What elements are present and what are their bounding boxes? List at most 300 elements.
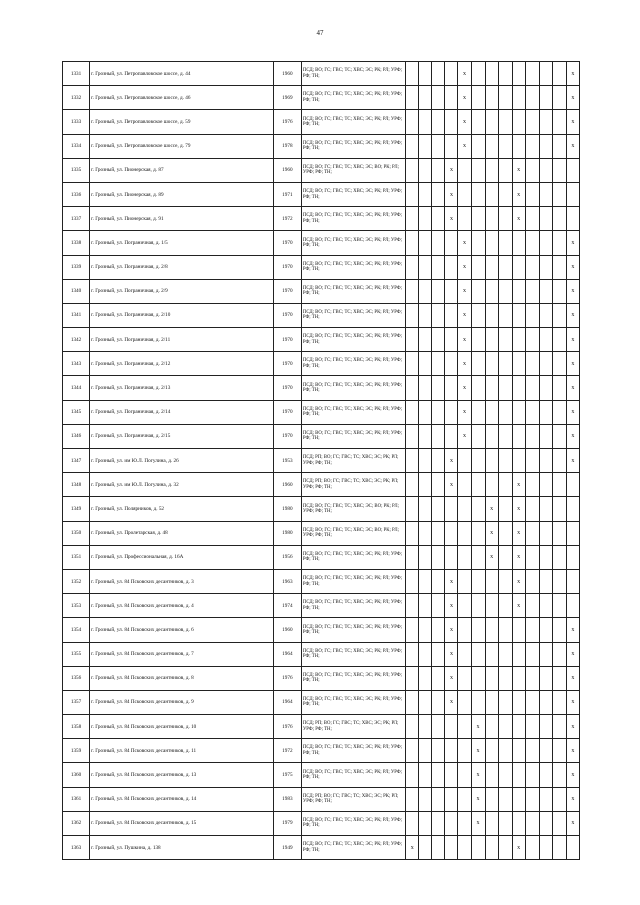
mark-cell-checked: x	[445, 594, 458, 618]
mark-cell	[406, 376, 419, 400]
mark-cell-checked: x	[566, 715, 579, 739]
mark-cell	[512, 449, 525, 473]
mark-cell	[445, 836, 458, 860]
mark-cell	[498, 666, 512, 690]
mark-cell	[445, 352, 458, 376]
mark-cell-checked: x	[512, 207, 525, 231]
row-number-cell: 1343	[63, 352, 90, 376]
mark-cell	[525, 739, 539, 763]
mark-cell	[406, 424, 419, 448]
mark-cell-checked: x	[471, 739, 485, 763]
mark-cell	[512, 303, 525, 327]
row-number-cell: 1354	[63, 618, 90, 642]
table-row	[63, 328, 580, 352]
table-row	[63, 690, 580, 714]
mark-cell	[525, 594, 539, 618]
mark-cell-checked: x	[566, 231, 579, 255]
mark-cell	[498, 715, 512, 739]
mark-cell	[406, 497, 419, 521]
mark-cell	[539, 763, 552, 787]
mark-cell	[406, 110, 419, 134]
mark-cell-checked: x	[566, 642, 579, 666]
mark-cell	[458, 763, 471, 787]
table-row	[63, 134, 580, 158]
mark-cell	[432, 328, 445, 352]
address-cell: г. Грозный, ул. Полярников, д. 52	[90, 497, 274, 521]
year-built-cell: 1976	[273, 110, 301, 134]
mark-cell	[406, 158, 419, 182]
mark-cell	[552, 352, 566, 376]
row-number-cell: 1348	[63, 473, 90, 497]
mark-cell	[498, 594, 512, 618]
address-cell: г. Грозный, ул. 84 Псковских десантников, д. 9	[90, 690, 274, 714]
mark-cell	[525, 182, 539, 206]
address-cell: г. Грозный, ул. Пограничная, д. 2/12	[90, 352, 274, 376]
mark-cell	[419, 787, 432, 811]
mark-cell	[539, 400, 552, 424]
mark-cell	[525, 690, 539, 714]
table-row	[63, 811, 580, 835]
address-cell: г. Грозный, ул. 84 Псковских десантников, д. 6	[90, 618, 274, 642]
row-number-cell: 1356	[63, 666, 90, 690]
mark-cell	[539, 618, 552, 642]
year-built-cell: 1972	[273, 739, 301, 763]
mark-cell	[445, 279, 458, 303]
year-built-cell: 1975	[273, 763, 301, 787]
mark-cell-checked: x	[566, 811, 579, 835]
mark-cell	[432, 666, 445, 690]
mark-cell	[419, 545, 432, 569]
systems-list-cell: ПСД; ВО; ГС; ГВС; ТС; ХВС; ЭС; РК; РЛ; УРФ; РФ; ТН;	[301, 836, 405, 860]
mark-cell	[539, 449, 552, 473]
mark-cell	[485, 352, 498, 376]
mark-cell	[498, 279, 512, 303]
mark-cell	[552, 86, 566, 110]
mark-cell	[566, 594, 579, 618]
systems-list-cell: ПСД; РП; ВО; ГС; ГВС; ТС; ХВС; ЭС; РК; РЛ; УРФ; РФ; ТН;	[301, 449, 405, 473]
systems-list-cell: ПСД; ВО; ГС; ГВС; ТС; ХВС; ЭС; РК; РЛ; УРФ; РФ; ТН;	[301, 811, 405, 835]
mark-cell	[539, 279, 552, 303]
table-row	[63, 231, 580, 255]
mark-cell	[485, 690, 498, 714]
mark-cell	[445, 376, 458, 400]
mark-cell	[525, 473, 539, 497]
mark-cell	[539, 666, 552, 690]
mark-cell	[539, 497, 552, 521]
table-row	[63, 303, 580, 327]
mark-cell	[471, 255, 485, 279]
row-number-cell: 1338	[63, 231, 90, 255]
mark-cell	[406, 279, 419, 303]
mark-cell	[552, 666, 566, 690]
mark-cell-checked: x	[566, 303, 579, 327]
mark-cell	[566, 569, 579, 593]
mark-cell	[539, 158, 552, 182]
mark-cell	[552, 182, 566, 206]
mark-cell	[552, 715, 566, 739]
mark-cell-checked: x	[485, 521, 498, 545]
mark-cell	[566, 497, 579, 521]
mark-cell	[552, 449, 566, 473]
mark-cell-checked: x	[445, 642, 458, 666]
address-cell: г. Грозный, ул. Петропавловское шоссе, д. 79	[90, 134, 274, 158]
mark-cell	[485, 569, 498, 593]
table-row	[63, 279, 580, 303]
mark-cell-checked: x	[458, 110, 471, 134]
mark-cell-checked: x	[566, 376, 579, 400]
mark-cell	[419, 594, 432, 618]
mark-cell	[552, 400, 566, 424]
mark-cell	[498, 376, 512, 400]
table-row	[63, 207, 580, 231]
mark-cell	[485, 811, 498, 835]
mark-cell	[485, 715, 498, 739]
mark-cell	[419, 182, 432, 206]
mark-cell	[406, 569, 419, 593]
mark-cell	[471, 836, 485, 860]
mark-cell	[406, 134, 419, 158]
mark-cell	[406, 642, 419, 666]
mark-cell-checked: x	[445, 449, 458, 473]
table-row	[63, 642, 580, 666]
systems-list-cell: ПСД; ВО; ГС; ГВС; ТС; ХВС; ЭС; РК; РЛ; УРФ; РФ; ТН;	[301, 182, 405, 206]
mark-cell	[432, 545, 445, 569]
year-built-cell: 1970	[273, 424, 301, 448]
mark-cell	[458, 521, 471, 545]
systems-list-cell: ПСД; ВО; ГС; ГВС; ТС; ХВС; ЭС; РК; РЛ; УРФ; РФ; ТН;	[301, 376, 405, 400]
mark-cell-checked: x	[458, 328, 471, 352]
year-built-cell: 1970	[273, 400, 301, 424]
mark-cell	[539, 134, 552, 158]
mark-cell	[539, 690, 552, 714]
mark-cell	[485, 328, 498, 352]
mark-cell	[498, 521, 512, 545]
row-number-cell: 1351	[63, 545, 90, 569]
mark-cell	[525, 545, 539, 569]
mark-cell	[566, 473, 579, 497]
systems-list-cell: ПСД; РП; ВО; ГС; ГВС; ТС; ХВС; ЭС; РК; РЛ; УРФ; РФ; ТН;	[301, 715, 405, 739]
mark-cell	[539, 328, 552, 352]
mark-cell	[471, 449, 485, 473]
mark-cell	[406, 207, 419, 231]
mark-cell	[498, 811, 512, 835]
mark-cell	[512, 618, 525, 642]
mark-cell	[525, 352, 539, 376]
mark-cell	[525, 303, 539, 327]
mark-cell-checked: x	[566, 666, 579, 690]
mark-cell-checked: x	[566, 352, 579, 376]
systems-list-cell: ПСД; ВО; ГС; ГВС; ТС; ХВС; ЭС; РК; РЛ; УРФ; РФ; ТН;	[301, 303, 405, 327]
mark-cell-checked: x	[445, 207, 458, 231]
mark-cell	[419, 255, 432, 279]
row-number-cell: 1359	[63, 739, 90, 763]
mark-cell	[539, 182, 552, 206]
mark-cell	[498, 787, 512, 811]
mark-cell-checked: x	[458, 134, 471, 158]
mark-cell-checked: x	[566, 763, 579, 787]
mark-cell-checked: x	[458, 255, 471, 279]
mark-cell	[512, 642, 525, 666]
systems-list-cell: ПСД; ВО; ГС; ГВС; ТС; ХВС; ЭС; РК; РЛ; УРФ; РФ; ТН;	[301, 594, 405, 618]
systems-list-cell: ПСД; ВО; ГС; ГВС; ТС; ХВС; ЭС; РК; РЛ; УРФ; РФ; ТН;	[301, 545, 405, 569]
mark-cell	[525, 763, 539, 787]
mark-cell-checked: x	[512, 182, 525, 206]
mark-cell	[432, 110, 445, 134]
systems-list-cell: ПСД; ВО; ГС; ГВС; ТС; ХВС; ЭС; РК; РЛ; УРФ; РФ; ТН;	[301, 666, 405, 690]
year-built-cell: 1953	[273, 449, 301, 473]
mark-cell-checked: x	[445, 182, 458, 206]
mark-cell	[419, 739, 432, 763]
address-cell: г. Грозный, ул. 84 Псковских десантников, д. 13	[90, 763, 274, 787]
mark-cell	[432, 279, 445, 303]
mark-cell	[471, 110, 485, 134]
mark-cell-checked: x	[566, 424, 579, 448]
mark-cell-checked: x	[445, 158, 458, 182]
address-cell: г. Грозный, ул. Пограничная, д. 2/8	[90, 255, 274, 279]
mark-cell	[406, 787, 419, 811]
systems-list-cell: ПСД; ВО; ГС; ГВС; ТС; ХВС; ЭС; РК; РЛ; УРФ; РФ; ТН;	[301, 207, 405, 231]
year-built-cell: 1971	[273, 182, 301, 206]
year-built-cell: 1969	[273, 86, 301, 110]
mark-cell	[458, 545, 471, 569]
table-row	[63, 569, 580, 593]
mark-cell	[406, 594, 419, 618]
mark-cell	[406, 690, 419, 714]
mark-cell-checked: x	[458, 231, 471, 255]
mark-cell	[512, 328, 525, 352]
systems-list-cell: ПСД; ВО; ГС; ГВС; ТС; ХВС; ЭС; РК; РЛ; УРФ; РФ; ТН;	[301, 352, 405, 376]
year-built-cell: 1970	[273, 328, 301, 352]
mark-cell	[419, 449, 432, 473]
mark-cell	[445, 62, 458, 86]
mark-cell	[432, 811, 445, 835]
table-row	[63, 715, 580, 739]
mark-cell	[445, 424, 458, 448]
mark-cell	[406, 231, 419, 255]
mark-cell	[471, 569, 485, 593]
systems-list-cell: ПСД; ВО; ГС; ГВС; ТС; ХВС; ЭС; РК; РЛ; УРФ; РФ; ТН;	[301, 62, 405, 86]
mark-cell	[512, 666, 525, 690]
mark-cell	[419, 521, 432, 545]
row-number-cell: 1347	[63, 449, 90, 473]
mark-cell	[419, 473, 432, 497]
mark-cell-checked: x	[458, 279, 471, 303]
mark-cell	[525, 521, 539, 545]
mark-cell	[485, 642, 498, 666]
mark-cell	[458, 690, 471, 714]
mark-cell	[419, 352, 432, 376]
mark-cell	[539, 594, 552, 618]
table-row	[63, 182, 580, 206]
mark-cell	[419, 400, 432, 424]
mark-cell	[458, 642, 471, 666]
mark-cell	[525, 449, 539, 473]
mark-cell	[406, 473, 419, 497]
mark-cell-checked: x	[512, 569, 525, 593]
mark-cell	[471, 400, 485, 424]
address-cell: г. Грозный, ул. Профессиональная, д. 16А	[90, 545, 274, 569]
mark-cell	[498, 497, 512, 521]
mark-cell	[432, 376, 445, 400]
mark-cell-checked: x	[485, 545, 498, 569]
mark-cell	[432, 158, 445, 182]
mark-cell	[485, 182, 498, 206]
mark-cell-checked: x	[566, 255, 579, 279]
mark-cell	[471, 376, 485, 400]
mark-cell	[432, 400, 445, 424]
mark-cell	[485, 618, 498, 642]
mark-cell	[471, 618, 485, 642]
mark-cell	[471, 352, 485, 376]
table-row	[63, 787, 580, 811]
year-built-cell: 1974	[273, 594, 301, 618]
mark-cell-checked: x	[458, 400, 471, 424]
year-built-cell: 1983	[273, 787, 301, 811]
year-built-cell: 1970	[273, 279, 301, 303]
systems-list-cell: ПСД; ВО; ГС; ГВС; ТС; ХВС; ЭС; РК; РЛ; УРФ; РФ; ТН;	[301, 690, 405, 714]
mark-cell	[566, 521, 579, 545]
row-number-cell: 1349	[63, 497, 90, 521]
mark-cell-checked: x	[566, 449, 579, 473]
mark-cell	[552, 618, 566, 642]
year-built-cell: 1960	[273, 158, 301, 182]
year-built-cell: 1972	[273, 207, 301, 231]
row-number-cell: 1332	[63, 86, 90, 110]
systems-list-cell: ПСД; ВО; ГС; ГВС; ТС; ХВС; ЭС; РК; РЛ; УРФ; РФ; ТН;	[301, 569, 405, 593]
mark-cell-checked: x	[458, 352, 471, 376]
mark-cell	[485, 400, 498, 424]
mark-cell	[485, 110, 498, 134]
systems-list-cell: ПСД; ВО; ГС; ГВС; ТС; ХВС; ЭС; РК; РЛ; УРФ; РФ; ТН;	[301, 255, 405, 279]
mark-cell	[458, 473, 471, 497]
mark-cell	[471, 158, 485, 182]
mark-cell	[485, 158, 498, 182]
mark-cell-checked: x	[566, 739, 579, 763]
mark-cell	[498, 473, 512, 497]
mark-cell	[525, 207, 539, 231]
mark-cell	[552, 763, 566, 787]
mark-cell	[471, 690, 485, 714]
systems-list-cell: ПСД; ВО; ГС; ГВС; ТС; ХВС; ЭС; РК; РЛ; УРФ; РФ; ТН;	[301, 642, 405, 666]
mark-cell	[406, 328, 419, 352]
mark-cell	[498, 836, 512, 860]
table-row	[63, 594, 580, 618]
address-cell: г. Грозный, ул. 84 Псковских десантников, д. 10	[90, 715, 274, 739]
mark-cell	[512, 424, 525, 448]
address-cell: г. Грозный, ул. Петропавловское шоссе, д. 59	[90, 110, 274, 134]
mark-cell	[406, 545, 419, 569]
mark-cell	[512, 255, 525, 279]
row-number-cell: 1345	[63, 400, 90, 424]
table-row	[63, 110, 580, 134]
mark-cell	[406, 739, 419, 763]
page-number: 47	[316, 29, 324, 37]
mark-cell	[512, 715, 525, 739]
row-number-cell: 1341	[63, 303, 90, 327]
table-row	[63, 86, 580, 110]
mark-cell-checked: x	[512, 521, 525, 545]
mark-cell	[566, 836, 579, 860]
mark-cell	[552, 739, 566, 763]
mark-cell	[419, 328, 432, 352]
table-row	[63, 521, 580, 545]
mark-cell-checked: x	[458, 376, 471, 400]
mark-cell	[525, 787, 539, 811]
year-built-cell: 1980	[273, 497, 301, 521]
row-number-cell: 1331	[63, 62, 90, 86]
mark-cell	[432, 86, 445, 110]
mark-cell	[512, 400, 525, 424]
mark-cell-checked: x	[566, 787, 579, 811]
systems-list-cell: ПСД; ВО; ГС; ГВС; ТС; ХВС; ЭС; ВО; РК; РЛ; УРФ; РФ; ТН;	[301, 497, 405, 521]
mark-cell	[445, 303, 458, 327]
year-built-cell: 1964	[273, 690, 301, 714]
mark-cell	[498, 86, 512, 110]
mark-cell	[498, 763, 512, 787]
mark-cell	[498, 642, 512, 666]
mark-cell	[445, 328, 458, 352]
systems-list-cell: ПСД; ВО; ГС; ГВС; ТС; ХВС; ЭС; РК; РЛ; УРФ; РФ; ТН;	[301, 400, 405, 424]
mark-cell-checked: x	[512, 158, 525, 182]
row-number-cell: 1339	[63, 255, 90, 279]
mark-cell	[445, 110, 458, 134]
mark-cell-checked: x	[566, 328, 579, 352]
mark-cell	[471, 62, 485, 86]
mark-cell	[419, 303, 432, 327]
address-cell: г. Грозный, ул. 84 Псковских десантников, д. 7	[90, 642, 274, 666]
mark-cell	[406, 400, 419, 424]
mark-cell	[419, 134, 432, 158]
mark-cell	[432, 739, 445, 763]
mark-cell	[552, 134, 566, 158]
mark-cell	[419, 376, 432, 400]
mark-cell	[498, 158, 512, 182]
row-number-cell: 1360	[63, 763, 90, 787]
mark-cell	[445, 134, 458, 158]
mark-cell	[512, 110, 525, 134]
mark-cell	[445, 715, 458, 739]
mark-cell	[552, 158, 566, 182]
address-cell: г. Грозный, ул. Пограничная, д. 2/15	[90, 424, 274, 448]
row-number-cell: 1335	[63, 158, 90, 182]
row-number-cell: 1333	[63, 110, 90, 134]
mark-cell	[432, 134, 445, 158]
mark-cell	[566, 182, 579, 206]
mark-cell	[498, 328, 512, 352]
mark-cell	[539, 787, 552, 811]
year-built-cell: 1963	[273, 569, 301, 593]
mark-cell	[406, 449, 419, 473]
systems-list-cell: ПСД; ВО; ГС; ГВС; ТС; ХВС; ЭС; РК; РЛ; УРФ; РФ; ТН;	[301, 86, 405, 110]
mark-cell	[432, 618, 445, 642]
mark-cell	[525, 811, 539, 835]
address-cell: г. Грозный, ул. Пограничная, д. 2/13	[90, 376, 274, 400]
mark-cell-checked: x	[471, 763, 485, 787]
mark-cell	[419, 86, 432, 110]
mark-cell-checked: x	[566, 134, 579, 158]
mark-cell	[539, 811, 552, 835]
mark-cell	[552, 811, 566, 835]
mark-cell	[432, 763, 445, 787]
mark-cell	[406, 618, 419, 642]
mark-cell-checked: x	[566, 279, 579, 303]
mark-cell	[539, 521, 552, 545]
mark-cell	[432, 473, 445, 497]
mark-cell	[445, 811, 458, 835]
mark-cell-checked: x	[512, 594, 525, 618]
mark-cell	[552, 328, 566, 352]
mark-cell	[485, 449, 498, 473]
